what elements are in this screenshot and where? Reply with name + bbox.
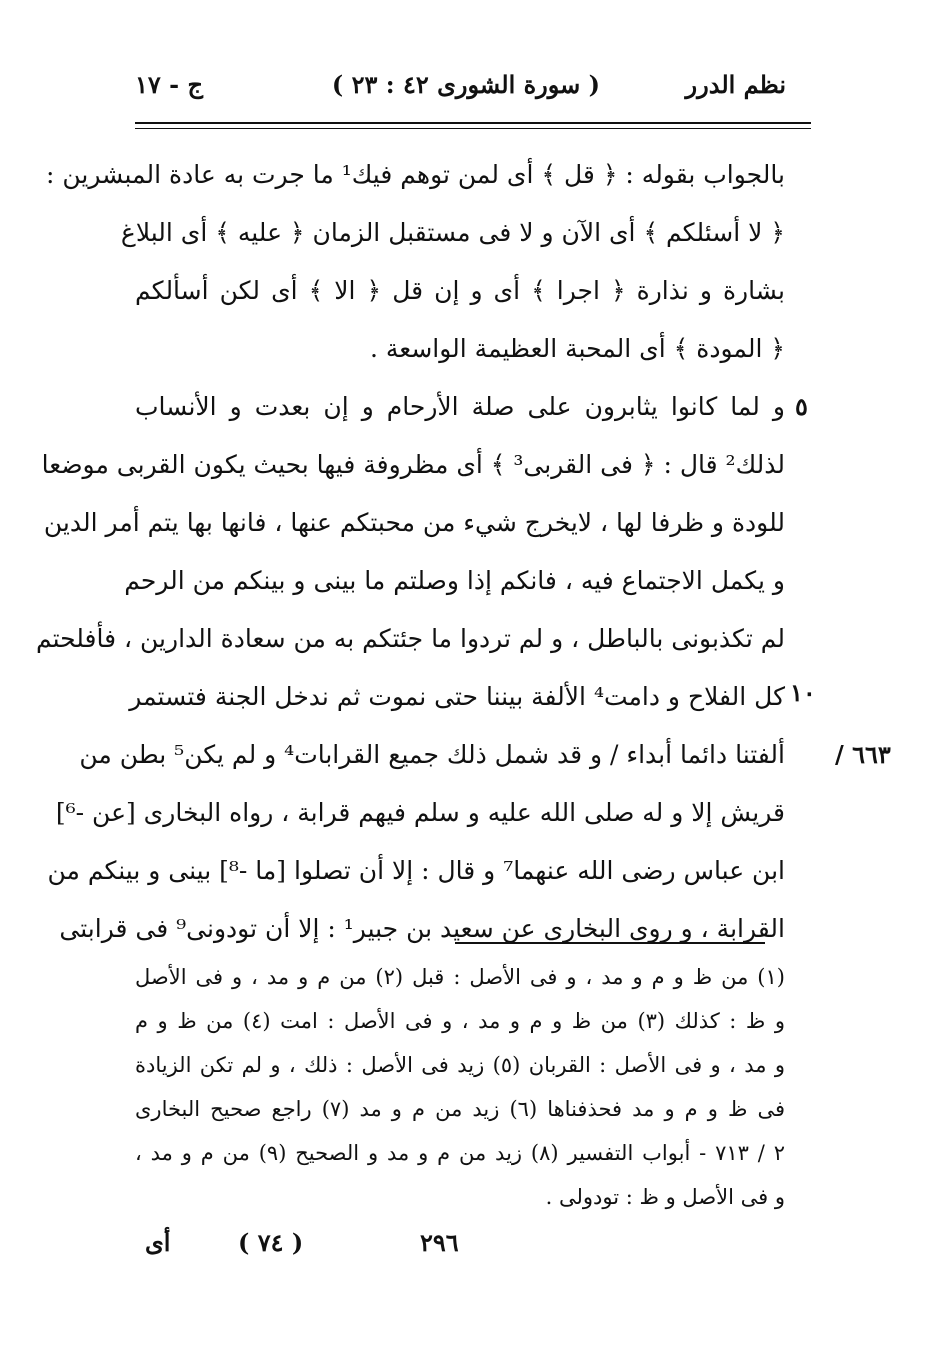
line-number-5: ٥ xyxy=(795,392,808,421)
footnote-line: (١) من ظ و م و مد ، و فى الأصل : قبل (٢) من م و مد ، و فى الأصل xyxy=(135,965,785,989)
text-line: ﴿ المودة ﴾ أى المحبة العظيمة الواسعة . xyxy=(369,334,785,363)
main-text xyxy=(35,146,785,958)
text-line: ﴿ لا أسئلكم ﴾ أى الآن و لا فى مستقبل الزمان ﴿ عليه ﴾ أى البلاغ xyxy=(120,218,785,247)
line-number-10: ١٠ xyxy=(790,678,816,707)
text-line: ألفتنا دائما أبداء / و قد شمل ذلك جميع القرابات⁴ و لم يكن⁵ بطن من xyxy=(79,740,785,769)
catchword: أى xyxy=(145,1228,171,1257)
text-line: للودة و ظرفا لها ، لايخرج شيء من محبتكم عنها ، فانها بها يتم أمر الدين xyxy=(43,508,785,537)
page-number: ٢٩٦ xyxy=(420,1228,459,1257)
text-line: بشارة و نذارة ﴿ اجرا ﴾ أى و إن قل ﴿ الا ﴾ أى لكن أسألكم xyxy=(135,276,785,305)
footnotes xyxy=(135,955,785,1219)
volume-label: ج - ١٧ xyxy=(135,70,203,99)
text-line: لذلك² قال : ﴿ فى القربى³ ﴾ أى مظروفة فيها بحيث يكون القربى موضعا xyxy=(41,450,785,479)
text-line: و يكمل الاجتماع فيه ، فانكم إذا وصلتم ما بينى و بينكم من الرحم xyxy=(124,566,785,595)
text-line: كل الفلاح و دامت⁴ الألفة بيننا حتى نموت ثم ندخل الجنة فتستمر xyxy=(129,682,785,711)
text-line: لم تكذبونى بالباطل ، و لم تردوا ما جئتكم به من سعادة الدارين ، فأفلحتم xyxy=(35,624,785,653)
footnote-line: ٢ / ٧١٣ - أبواب التفسير (٨) زيد من م و مد و الصحيح (٩) من م و مد ، xyxy=(135,1141,786,1165)
text-line: قريش إلا و له صلى الله عليه و سلم فيهم قرابة ، رواه البخارى [عن -⁶] xyxy=(55,798,785,827)
text-line: و لما كانوا يثابرون على صلة الأرحام و إن بعدت و الأنساب xyxy=(135,392,785,421)
header-rule-thin xyxy=(135,128,811,129)
manuscript-folio-ref: / ٦٦٣ xyxy=(835,740,891,769)
text-line: ابن عباس رضى الله عنهما⁷ و قال : إلا أن تصلوا [ما -⁸] بينى و بينكم من xyxy=(47,856,785,885)
footnote-rule xyxy=(455,942,765,944)
footnote-line: و ظ : كذلك (٣) من ظ و م و مد ، و فى الأصل : امت (٤) من ظ و م xyxy=(135,1009,785,1033)
running-title: نظم الدرر xyxy=(685,70,786,99)
footnote-line: و فى الأصل و ظ : تودولى . xyxy=(545,1185,785,1209)
part-number: ( ٧٤ ) xyxy=(238,1228,304,1257)
header-rule xyxy=(135,122,811,124)
text-line: القرابة ، و روى البخارى عن سعيد بن جبير¹ : إلا أن تودونى⁹ فى قرابتى xyxy=(59,914,785,943)
footnote-line: فى ظ و م و مد فحذفناها (٦) زيد من م و مد (٧) راجع صحيح البخارى xyxy=(135,1097,785,1121)
surah-title: ( سورة الشورى ٤٢ : ٢٣ ) xyxy=(331,70,600,99)
text-line: بالجواب بقوله : ﴿ قل ﴾ أى لمن توهم فيك¹ ما جرت به عادة المبشرين : xyxy=(46,160,785,189)
footnote-line: و مد ، و فى الأصل : القربان (٥) زيد فى الأصل : ذلك ، و لم تكن الزيادة xyxy=(135,1053,785,1077)
